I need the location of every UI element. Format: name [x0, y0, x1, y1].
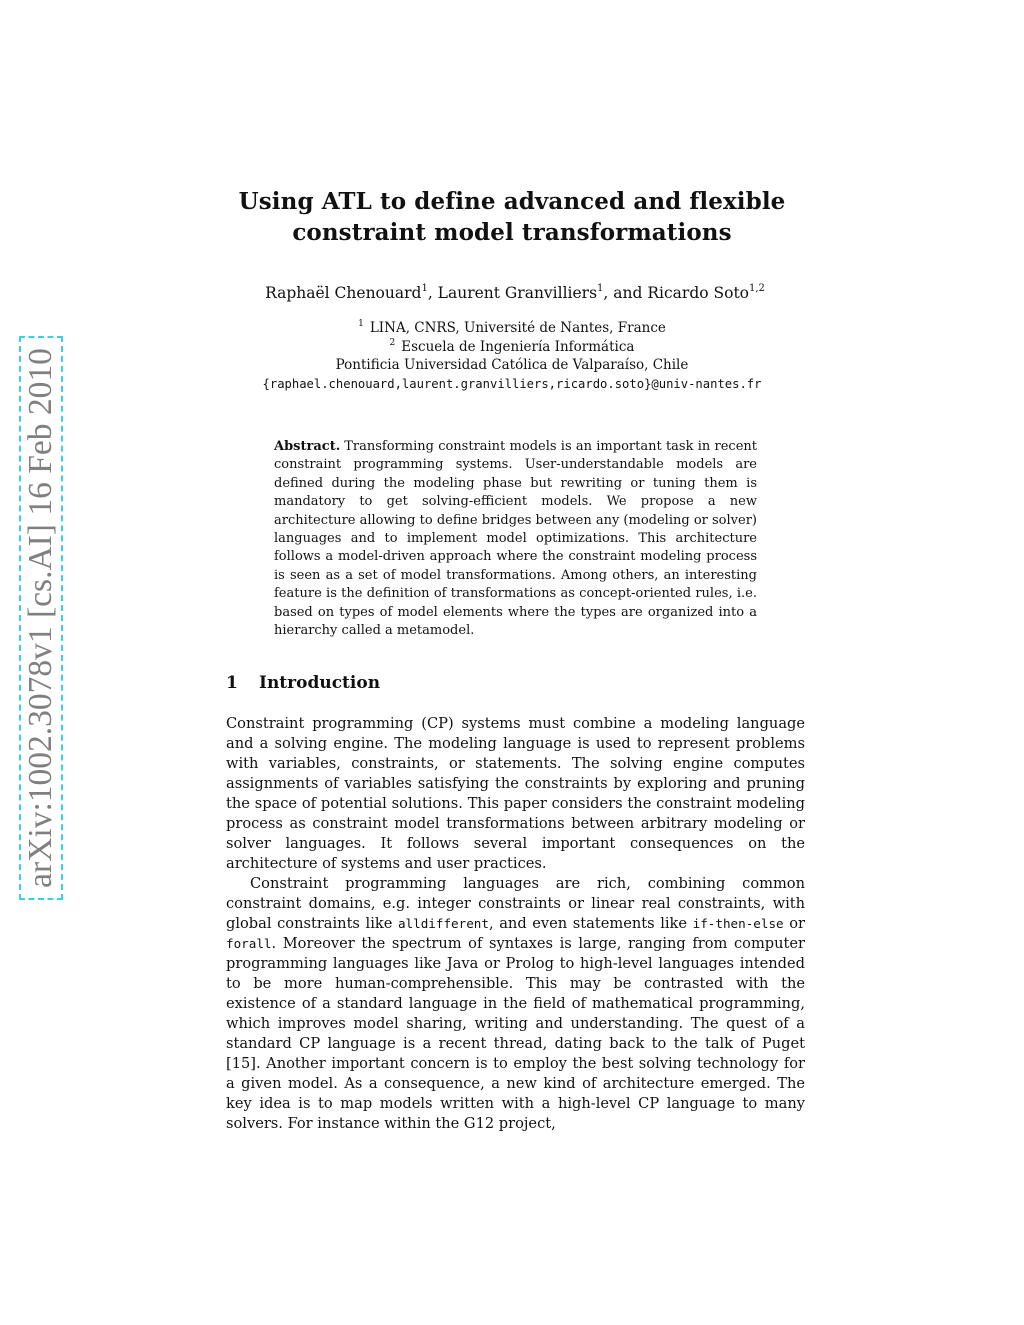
affiliation-text: LINA, CNRS, Université de Nantes, France	[369, 320, 666, 336]
body-text	[226, 714, 805, 1134]
author-name: Ricardo Soto	[647, 284, 750, 302]
author-list	[0, 284, 1024, 302]
author-name: Raphaël Chenouard	[265, 284, 422, 302]
paragraph-1: Constraint programming (CP) systems must combine a modeling language and a solving engine. The modeling language is used to represent problems with variables, constraints, or statements. The solving engine computes assignments of variables satisfying the constraints by exploring and pruning the space of potential solutions. This paper considers the constraint modeling process as constraint model transformations between arbitrary modeling or solver languages. It follows several important consequences on the architecture of systems and user practices.	[226, 715, 805, 872]
author-separator: ,	[427, 284, 438, 302]
affiliations	[0, 319, 1024, 393]
affiliation-sup: 2	[389, 337, 396, 348]
affiliation-2-line-2: Pontificia Universidad Católica de Valparaíso, Chile	[335, 357, 689, 373]
inline-code: if-then-else	[692, 916, 784, 931]
title-line-1: Using ATL to define advanced and flexible	[238, 188, 786, 215]
inline-code: alldifferent	[397, 916, 489, 931]
section-number: 1	[226, 673, 238, 693]
arxiv-stamp	[19, 336, 63, 900]
section-title: Introduction	[259, 673, 381, 693]
section-heading	[226, 673, 380, 693]
author-affil-sup: 1	[421, 283, 428, 294]
paragraph-text: . Moreover the spectrum of syntaxes is large, ranging from computer programming languages like Java or Prolog to high-level languages intended to be more human-comprehensible. This may be contrasted with the existence of a standard language in the field of mathematical programming, which improves model sharing, writing and understanding. The quest of a standard CP language is a recent thread, dating back to the talk of Puget [15]. Another important concern is to employ the best solving technology for a given model. As a consequence, a new kind of architecture emerged. The key idea is to map models written with a high-level CP language to many solvers. For instance within the G12 project,	[226, 935, 805, 1132]
paragraph-text: or	[783, 915, 805, 932]
author-separator: , and	[603, 284, 648, 302]
affiliation-1	[0, 319, 1024, 338]
inline-code: forall	[226, 936, 272, 951]
title-line-2: constraint model transformations	[292, 219, 732, 246]
abstract-text: Transforming constraint models is an important task in recent constraint programming systems. User-understandable models are defined during the modeling phase but rewriting or tuning them is mandatory to get solving-efficient models. We propose a new architecture allowing to define bridges between any (modeling or solver) languages and to implement model optimizations. This architecture follows a model-driven approach where the constraint modeling process is seen as a set of model transformations. Among others, an interesting feature is the definition of transformations as concept-oriented rules, i.e. based on types of model elements where the types are organized into a hierarchy called a metamodel.	[274, 439, 757, 639]
abstract-label: Abstract.	[274, 439, 341, 454]
author-affil-sup: 1	[597, 283, 604, 294]
paragraph-text: , and even statements like	[488, 915, 693, 932]
paragraph-text: Constraint programming languages are rich, combining common constraint domains, e.g. integer constraints or linear real constraints, with global constraints like	[226, 875, 805, 932]
author-emails: {raphael.chenouard,laurent.granvilliers,ricardo.soto}@univ-nantes.fr	[262, 376, 762, 391]
affiliation-text: Escuela de Ingeniería Informática	[401, 338, 635, 355]
paragraph-2	[226, 874, 805, 1134]
paper-title	[0, 186, 1024, 248]
author-affil-sup: 1,2	[749, 283, 765, 294]
affiliation-2	[0, 338, 1024, 357]
arxiv-stamp-text: arXiv:1002.3078v1 [cs.AI] 16 Feb 2010	[22, 348, 59, 888]
abstract	[274, 438, 757, 640]
affiliation-sup: 1	[358, 319, 364, 329]
author-name: Laurent Granvilliers	[437, 284, 598, 302]
